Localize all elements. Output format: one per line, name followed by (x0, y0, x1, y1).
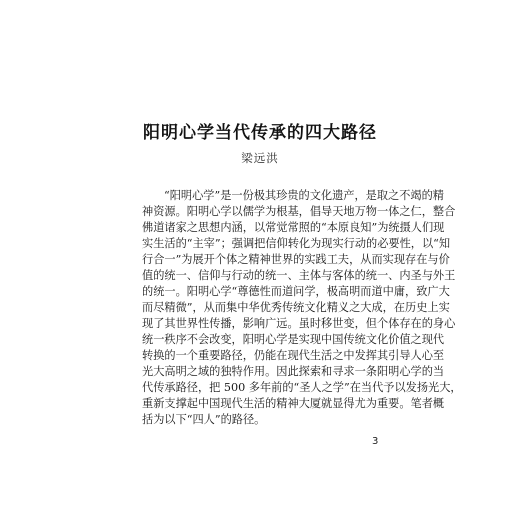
paragraph-line: 神资源。阳明心学以儒学为根基，倡导天地万物一体之仁，整合 (142, 205, 456, 218)
body-paragraph (142, 188, 462, 428)
author-name: 梁远洪 (241, 151, 279, 165)
paragraph-line: 的统一。阳明心学“尊德性而道问学，极高明而道中庸，致广大 (142, 285, 450, 298)
paragraph-line: 转换的一个重要路径，仍能在现代生活之中发挥其引导人心至 (142, 349, 445, 362)
paragraph-line: 行合一”为展开个体之精神世界的实践工夫，从而实现存在与价 (142, 253, 450, 266)
paragraph-line: 统一秩序不会改变，阳明心学是实现中国传统文化价值之现代 (142, 333, 445, 346)
paragraph-line: 括为以下“四人”的路径。 (142, 413, 266, 426)
paragraph-line: 现了其世界性传播，影响广远。虽时移世变，但个体存在的身心 (142, 317, 456, 330)
paragraph-line: 而尽精微”，从而集中华优秀传统文化精义之大成，在历史上实 (142, 301, 450, 314)
paragraph-line: 代传承路径，把 500 多年前的“圣人之学”在当代予以发扬光大， (142, 381, 462, 394)
page-number: 3 (372, 436, 379, 447)
paragraph-line: “阳明心学”是一份极其珍贵的文化遗产，是取之不竭的精 (164, 189, 444, 202)
paragraph-line: 佛道诸家之思想内涵，以常觉常照的“本原良知”为统摄人们现 (142, 221, 445, 234)
paragraph-line: 光大高明之域的独特作用。因此探索和寻求一条阳明心学的当 (142, 365, 445, 378)
paragraph-line: 重新支撑起中国现代生活的精神大厦就显得尤为重要。笔者概 (142, 397, 445, 410)
paragraph-line: 值的统一、信仰与行动的统一、主体与客体的统一、内圣与外王 (142, 269, 456, 282)
article-title: 阳明心学当代传承的四大路径 (143, 123, 377, 143)
paragraph-line: 实生活的“主宰”；强调把信仰转化为现实行动的必要性，以“知 (142, 237, 451, 250)
